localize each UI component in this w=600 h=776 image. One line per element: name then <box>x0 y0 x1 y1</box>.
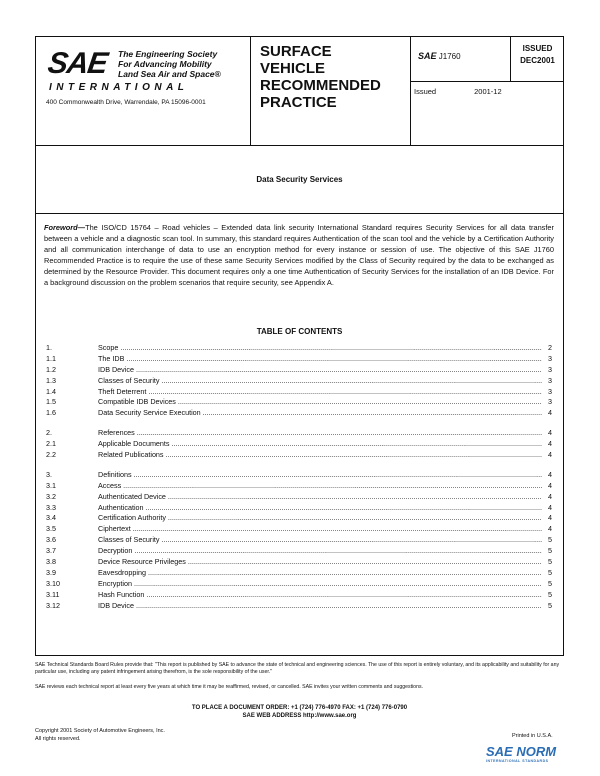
toc-title: Encryption ..... <box>98 579 542 590</box>
doc-number: SAE J1760 <box>418 51 461 61</box>
toc-number: 1.6 <box>46 408 56 418</box>
toc-title: Eavesdropping ..... <box>98 568 542 579</box>
toc-page: 4 <box>548 513 552 523</box>
toc-page: 4 <box>548 439 552 449</box>
toc-number: 3.7 <box>46 546 56 556</box>
toc-title: Access ..... <box>98 481 542 492</box>
toc-title: Data Security Service Execution ..... <box>98 408 542 419</box>
toc-title: Theft Deterrent ..... <box>98 387 542 398</box>
toc-title: Device Resource Privileges ..... <box>98 557 542 568</box>
toc-number: 3.2 <box>46 491 56 501</box>
toc-entry <box>46 492 552 503</box>
toc-entry <box>46 397 552 408</box>
toc-heading: TABLE OF CONTENTS <box>256 327 343 336</box>
logo-block <box>36 37 251 145</box>
doc-type: SURFACE VEHICLE RECOMMENDED PRACTICE <box>260 43 381 111</box>
toc-entry <box>46 503 552 514</box>
toc-entry <box>46 376 552 387</box>
toc-title: Definitions ..... <box>98 470 542 481</box>
toc-number: 2.1 <box>46 439 56 449</box>
toc-number: 3.10 <box>46 578 60 588</box>
toc-entry <box>46 601 552 612</box>
toc-title: Hash Function ..... <box>98 590 542 601</box>
toc-title: Certification Authority ..... <box>98 513 542 524</box>
table-of-contents <box>46 343 552 611</box>
order-info: TO PLACE A DOCUMENT ORDER: +1 (724) 776-4970 FAX: +1 (724) 776-0790 SAE WEB ADDRESS http://www.sae.org <box>191 705 408 719</box>
toc-number: 1.2 <box>46 364 56 374</box>
toc-page: 4 <box>548 480 552 490</box>
toc-entry <box>46 590 552 601</box>
toc-number: 1.4 <box>46 386 56 396</box>
toc-number: 3.4 <box>46 513 56 523</box>
toc-number: 1.1 <box>46 353 56 363</box>
toc-title: IDB Device ..... <box>98 365 542 376</box>
toc-entry <box>46 343 552 354</box>
toc-entry <box>46 365 552 376</box>
toc-title: Ciphertext ..... <box>98 524 542 535</box>
toc-number: 3.6 <box>46 535 56 545</box>
toc-entry <box>46 439 552 450</box>
international-label: INTERNATIONAL <box>49 82 189 93</box>
toc-page: 4 <box>548 491 552 501</box>
toc-entry <box>46 470 552 481</box>
toc-entry <box>46 568 552 579</box>
toc-page: 4 <box>548 469 552 479</box>
toc-entry <box>46 354 552 365</box>
toc-page: 5 <box>548 546 552 556</box>
toc-entry <box>46 546 552 557</box>
toc-number: 1. <box>46 343 52 352</box>
toc-page: 3 <box>548 364 552 374</box>
toc-number: 3.11 <box>46 589 60 599</box>
toc-title: Classes of Security ..... <box>98 535 542 546</box>
toc-title: IDB Device ..... <box>98 601 542 612</box>
copyright: Copyright 2001 Society of Automotive Engineers, Inc. All rights reserved. <box>35 728 165 742</box>
toc-number: 3. <box>46 469 52 479</box>
toc-entry <box>46 557 552 568</box>
doc-type-block <box>250 37 411 145</box>
toc-entry <box>46 408 552 419</box>
toc-page: 5 <box>548 589 552 599</box>
toc-page: 4 <box>548 524 552 534</box>
address: 400 Commonwealth Drive, Warrendale, PA 15096-0001 <box>46 99 206 106</box>
toc-entry <box>46 481 552 492</box>
toc-number: 1.5 <box>46 397 56 407</box>
toc-title: Scope ..... <box>98 343 542 354</box>
toc-page: 3 <box>548 397 552 407</box>
toc-number: 3.1 <box>46 480 56 490</box>
toc-title: References ..... <box>98 428 542 439</box>
toc-entry <box>46 387 552 398</box>
toc-page: 2 <box>548 343 552 352</box>
toc-gap <box>46 419 552 428</box>
toc-number: 1.3 <box>46 375 56 385</box>
toc-entry <box>46 450 552 461</box>
toc-title: Decryption ..... <box>98 546 542 557</box>
document-frame <box>35 36 564 656</box>
toc-number: 3.12 <box>46 600 60 610</box>
sae-logo: SAE <box>45 47 110 80</box>
toc-title: Authenticated Device ..... <box>98 492 542 503</box>
toc-entry <box>46 428 552 439</box>
toc-number: 3.9 <box>46 567 56 577</box>
sae-norm-watermark: SAE NORM INTERNATIONAL STANDARDS <box>486 744 557 763</box>
toc-title: Compatible IDB Devices ..... <box>98 397 542 408</box>
toc-page: 5 <box>548 557 552 567</box>
toc-title: Applicable Documents ..... <box>98 439 542 450</box>
toc-number: 3.3 <box>46 502 56 512</box>
toc-entry <box>46 579 552 590</box>
toc-page: 5 <box>548 578 552 588</box>
toc-number: 3.5 <box>46 524 56 534</box>
issued-box: ISSUED DEC2001 <box>510 37 564 81</box>
toc-page: 4 <box>548 502 552 512</box>
toc-page: 3 <box>548 375 552 385</box>
toc-number: 2.2 <box>46 450 56 460</box>
toc-number: 3.8 <box>46 557 56 567</box>
toc-title: Classes of Security ..... <box>98 376 542 387</box>
toc-title: Authentication ..... <box>98 503 542 514</box>
toc-number: 2. <box>46 428 52 438</box>
doc-info-block <box>410 37 563 145</box>
tagline: The Engineering Society For Advancing Mobility Land Sea Air and Space® <box>118 49 221 79</box>
title-band <box>36 145 563 214</box>
toc-page: 5 <box>548 600 552 610</box>
toc-title: The IDB ..... <box>98 354 542 365</box>
toc-title: Related Publications ..... <box>98 450 542 461</box>
toc-page: 4 <box>548 450 552 460</box>
toc-page: 3 <box>548 386 552 396</box>
document-header <box>36 37 563 146</box>
toc-entry <box>46 513 552 524</box>
legal-notice: SAE Technical Standards Board Rules provide that: "This report is published by SAE to advance the state of technical and engineering sciences. The use of this report is entirely voluntary, and its applicability and suitability for any particular use, including any patent infringement arising therefrom, is the sole responsibility of the user." SAE reviews each technical report at least every five years at which time it may be reaffirmed, revised, or cancelled. SAE invites your written comments and suggestions. <box>35 662 560 690</box>
toc-gap <box>46 461 552 470</box>
toc-entry <box>46 535 552 546</box>
issued-row: Issued 2001-12 <box>414 87 502 96</box>
toc-page: 3 <box>548 353 552 363</box>
document-title: Data Security Services <box>256 175 343 184</box>
toc-page: 4 <box>548 428 552 438</box>
toc-page: 5 <box>548 535 552 545</box>
foreword: Foreword—The ISO/CD 15764 – Road vehicles – Extended data link security International Standard requires Security Services for all data transfer between a vehicle and a diagnostic scan tool. In summary, this standard requires Authentication of the scan tool and the vehicle by a Certification Authority and all communication interchange of data to use an encryption method for every instance or session of use. The objective of this SAE J1760 Recommended Practice is to require the use of these same Security Services modified by the Class of Security required by the data to be exchanged as determined by the Resource Provider. This document requires only a one time Authentication of Security Services for the installation of an IDB Device. For a background discussion on the problem scenarios that require security, see Appendix A. <box>44 223 554 287</box>
printed-label: Printed in U.S.A. <box>512 733 553 739</box>
toc-page: 4 <box>548 408 552 418</box>
toc-page: 5 <box>548 567 552 577</box>
toc-entry <box>46 524 552 535</box>
